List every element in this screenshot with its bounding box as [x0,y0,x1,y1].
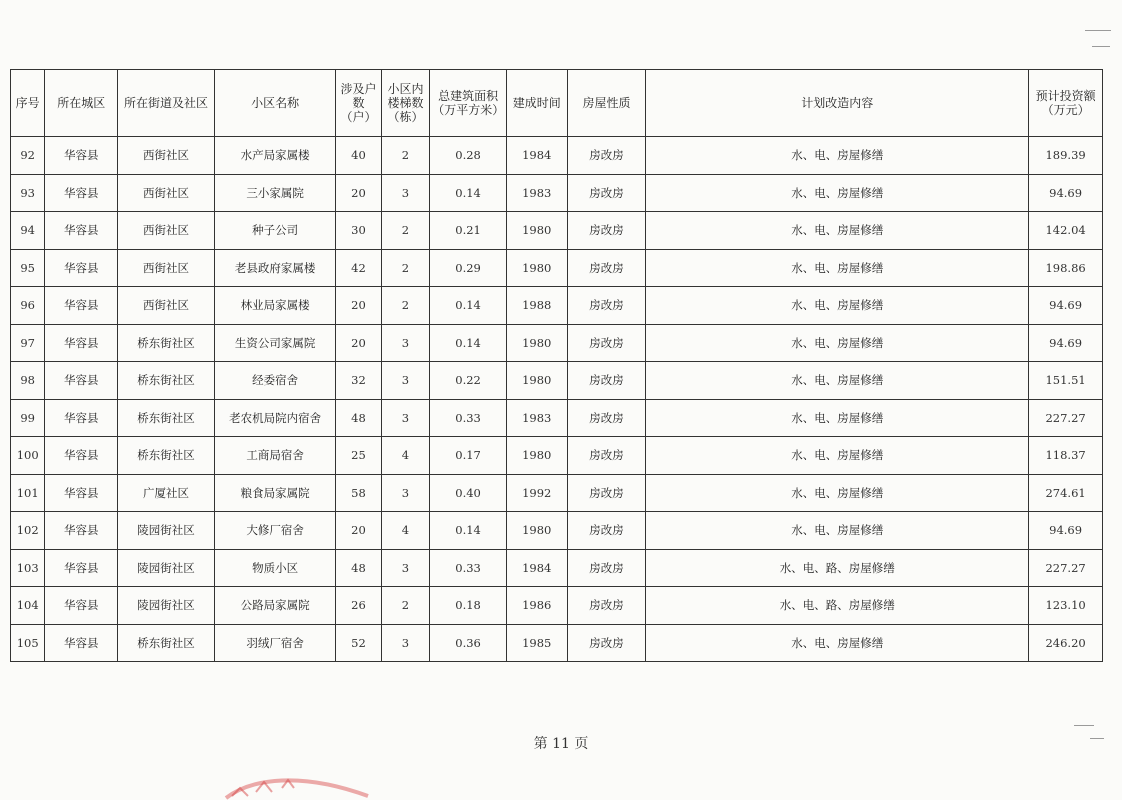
table-row [11,624,1103,662]
cell-households: 25 [336,437,381,475]
header-investment: 预计投资额（万元） [1029,70,1103,137]
cell-households: 58 [336,474,381,512]
cell-plan: 水、电、房屋修缮 [646,212,1029,250]
header-nature: 房屋性质 [567,70,646,137]
table-row [11,399,1103,437]
cell-nature: 房改房 [567,624,646,662]
cell-investment: 189.39 [1029,137,1103,175]
cell-street: 陵园街社区 [118,587,215,625]
cell-area: 0.40 [430,474,507,512]
cell-county: 华容县 [45,474,118,512]
cell-community-name: 老县政府家属楼 [215,249,336,287]
scan-speck [1090,738,1104,739]
cell-area: 0.33 [430,549,507,587]
cell-year: 1983 [506,174,567,212]
header-street: 所在街道及社区 [118,70,215,137]
cell-nature: 房改房 [567,174,646,212]
cell-seq: 100 [11,437,45,475]
cell-community-name: 老农机局院内宿舍 [215,399,336,437]
cell-investment: 227.27 [1029,549,1103,587]
cell-buildings: 3 [381,624,429,662]
table-row [11,287,1103,325]
cell-year: 1980 [506,212,567,250]
cell-investment: 94.69 [1029,324,1103,362]
cell-street: 桥东街社区 [118,362,215,400]
table-body [11,137,1103,662]
cell-plan: 水、电、房屋修缮 [646,474,1029,512]
cell-seq: 99 [11,399,45,437]
cell-investment: 198.86 [1029,249,1103,287]
cell-investment: 123.10 [1029,587,1103,625]
cell-area: 0.14 [430,287,507,325]
cell-investment: 274.61 [1029,474,1103,512]
cell-area: 0.14 [430,324,507,362]
table-row [11,212,1103,250]
cell-year: 1980 [506,362,567,400]
cell-street: 桥东街社区 [118,399,215,437]
header-buildings: 小区内楼梯数（栋） [381,70,429,137]
cell-community-name: 工商局宿舍 [215,437,336,475]
cell-plan: 水、电、房屋修缮 [646,324,1029,362]
renovation-table [10,69,1103,662]
table-row [11,587,1103,625]
cell-year: 1980 [506,437,567,475]
cell-community-name: 公路局家属院 [215,587,336,625]
cell-plan: 水、电、房屋修缮 [646,399,1029,437]
cell-plan: 水、电、房屋修缮 [646,512,1029,550]
cell-year: 1992 [506,474,567,512]
cell-nature: 房改房 [567,587,646,625]
cell-seq: 92 [11,137,45,175]
table-row [11,174,1103,212]
scan-speck [1092,46,1110,47]
cell-plan: 水、电、路、房屋修缮 [646,587,1029,625]
header-plan: 计划改造内容 [646,70,1029,137]
cell-area: 0.14 [430,174,507,212]
cell-year: 1984 [506,549,567,587]
cell-nature: 房改房 [567,362,646,400]
cell-year: 1984 [506,137,567,175]
cell-buildings: 3 [381,324,429,362]
cell-street: 西街社区 [118,287,215,325]
cell-seq: 95 [11,249,45,287]
cell-nature: 房改房 [567,212,646,250]
cell-county: 华容县 [45,437,118,475]
cell-county: 华容县 [45,362,118,400]
cell-county: 华容县 [45,399,118,437]
cell-households: 48 [336,399,381,437]
cell-investment: 246.20 [1029,624,1103,662]
cell-buildings: 3 [381,474,429,512]
cell-county: 华容县 [45,212,118,250]
cell-area: 0.29 [430,249,507,287]
table-row [11,549,1103,587]
cell-year: 1983 [506,399,567,437]
cell-buildings: 2 [381,212,429,250]
cell-area: 0.21 [430,212,507,250]
table-header-row [11,70,1103,137]
cell-investment: 94.69 [1029,174,1103,212]
cell-seq: 103 [11,549,45,587]
cell-investment: 118.37 [1029,437,1103,475]
cell-buildings: 2 [381,287,429,325]
cell-nature: 房改房 [567,137,646,175]
page-number: 第 11 页 [533,736,589,752]
cell-street: 西街社区 [118,174,215,212]
cell-households: 20 [336,174,381,212]
cell-seq: 98 [11,362,45,400]
cell-area: 0.36 [430,624,507,662]
cell-seq: 105 [11,624,45,662]
cell-street: 西街社区 [118,249,215,287]
cell-community-name: 大修厂宿舍 [215,512,336,550]
header-seq: 序号 [11,70,45,137]
cell-buildings: 3 [381,399,429,437]
cell-street: 西街社区 [118,137,215,175]
cell-households: 42 [336,249,381,287]
cell-area: 0.33 [430,399,507,437]
header-county: 所在城区 [45,70,118,137]
cell-buildings: 2 [381,587,429,625]
cell-investment: 94.69 [1029,287,1103,325]
cell-nature: 房改房 [567,324,646,362]
cell-street: 广厦社区 [118,474,215,512]
cell-nature: 房改房 [567,474,646,512]
cell-street: 西街社区 [118,212,215,250]
table-row [11,137,1103,175]
cell-community-name: 粮食局家属院 [215,474,336,512]
cell-investment: 142.04 [1029,212,1103,250]
cell-community-name: 林业局家属楼 [215,287,336,325]
table-row [11,362,1103,400]
cell-county: 华容县 [45,324,118,362]
cell-buildings: 2 [381,249,429,287]
cell-street: 陵园街社区 [118,512,215,550]
table-row [11,512,1103,550]
cell-seq: 104 [11,587,45,625]
cell-investment: 94.69 [1029,512,1103,550]
cell-plan: 水、电、房屋修缮 [646,174,1029,212]
cell-nature: 房改房 [567,437,646,475]
table-row [11,324,1103,362]
cell-street: 桥东街社区 [118,324,215,362]
cell-community-name: 三小家属院 [215,174,336,212]
cell-plan: 水、电、房屋修缮 [646,137,1029,175]
table-row [11,437,1103,475]
cell-plan: 水、电、房屋修缮 [646,437,1029,475]
cell-households: 26 [336,587,381,625]
cell-year: 1985 [506,624,567,662]
cell-nature: 房改房 [567,512,646,550]
cell-households: 20 [336,287,381,325]
cell-nature: 房改房 [567,249,646,287]
cell-households: 30 [336,212,381,250]
header-community-name: 小区名称 [215,70,336,137]
cell-buildings: 3 [381,362,429,400]
cell-community-name: 种子公司 [215,212,336,250]
cell-nature: 房改房 [567,549,646,587]
cell-year: 1980 [506,512,567,550]
scan-speck [1074,725,1094,726]
scan-speck [1085,30,1111,31]
cell-buildings: 4 [381,437,429,475]
cell-nature: 房改房 [567,399,646,437]
cell-community-name: 生资公司家属院 [215,324,336,362]
table-row [11,249,1103,287]
cell-plan: 水、电、房屋修缮 [646,624,1029,662]
cell-county: 华容县 [45,249,118,287]
cell-households: 20 [336,512,381,550]
cell-county: 华容县 [45,137,118,175]
cell-plan: 水、电、房屋修缮 [646,287,1029,325]
cell-seq: 101 [11,474,45,512]
cell-seq: 93 [11,174,45,212]
header-households: 涉及户数（户） [336,70,381,137]
cell-investment: 227.27 [1029,399,1103,437]
cell-street: 陵园街社区 [118,549,215,587]
cell-community-name: 物质小区 [215,549,336,587]
cell-area: 0.22 [430,362,507,400]
cell-buildings: 4 [381,512,429,550]
cell-buildings: 2 [381,137,429,175]
red-seal-fragment [222,770,372,800]
cell-nature: 房改房 [567,287,646,325]
cell-county: 华容县 [45,174,118,212]
header-year: 建成时间 [506,70,567,137]
cell-county: 华容县 [45,624,118,662]
cell-households: 48 [336,549,381,587]
cell-year: 1980 [506,324,567,362]
cell-area: 0.17 [430,437,507,475]
cell-county: 华容县 [45,587,118,625]
cell-households: 40 [336,137,381,175]
cell-area: 0.28 [430,137,507,175]
table-row [11,474,1103,512]
cell-plan: 水、电、路、房屋修缮 [646,549,1029,587]
cell-area: 0.14 [430,512,507,550]
cell-plan: 水、电、房屋修缮 [646,249,1029,287]
cell-county: 华容县 [45,287,118,325]
cell-county: 华容县 [45,549,118,587]
cell-community-name: 水产局家属楼 [215,137,336,175]
cell-community-name: 经委宿舍 [215,362,336,400]
cell-year: 1988 [506,287,567,325]
cell-buildings: 3 [381,549,429,587]
cell-households: 20 [336,324,381,362]
cell-seq: 102 [11,512,45,550]
cell-county: 华容县 [45,512,118,550]
cell-area: 0.18 [430,587,507,625]
cell-street: 桥东街社区 [118,437,215,475]
cell-seq: 96 [11,287,45,325]
cell-households: 32 [336,362,381,400]
cell-community-name: 羽绒厂宿舍 [215,624,336,662]
cell-street: 桥东街社区 [118,624,215,662]
header-area: 总建筑面积（万平方米） [430,70,507,137]
cell-plan: 水、电、房屋修缮 [646,362,1029,400]
cell-households: 52 [336,624,381,662]
cell-buildings: 3 [381,174,429,212]
cell-seq: 97 [11,324,45,362]
cell-seq: 94 [11,212,45,250]
cell-year: 1980 [506,249,567,287]
cell-year: 1986 [506,587,567,625]
cell-investment: 151.51 [1029,362,1103,400]
